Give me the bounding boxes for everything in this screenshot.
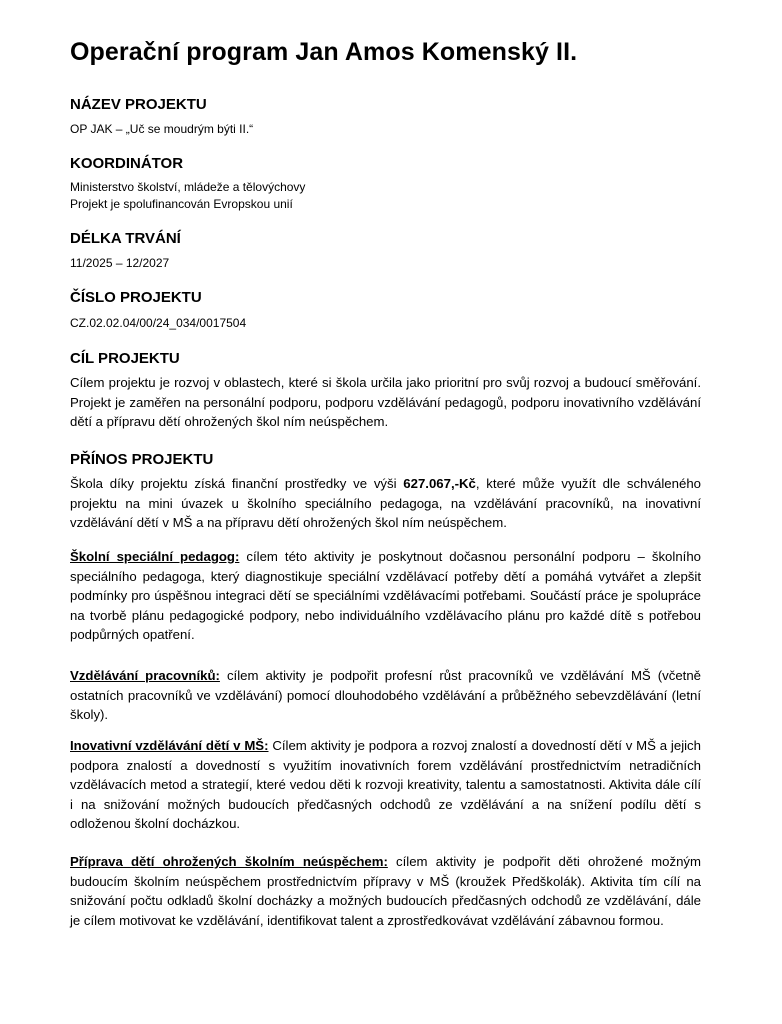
prinos-projektu-paragraph bbox=[70, 474, 701, 533]
heading-nazev-projektu: NÁZEV PROJEKTU bbox=[70, 96, 207, 113]
cil-projektu-text: Cílem projektu je rozvoj v oblastech, které si škola určila jako prioritní pro svůj rozvoj a budoucí směřování. Projekt je zaměřen na personální podporu, podporu vzdělávání pedagogů, podporu inovativního vzdělávání dětí a přípravu dětí ohrožených škol ním neúspěchem. bbox=[70, 375, 701, 430]
heading-cislo-projektu: ČÍSLO PROJEKTU bbox=[70, 289, 202, 306]
prinos-text-after: , které může využít dle schváleného projektu na mini úvazek u školního speciálního pedagoga, na vzdělávání pracovníků, na inovativní vzdělávání dětí v MŠ a na přípravu dětí ohrožených škol ním neúspěchem. bbox=[70, 476, 701, 531]
heading-prinos-projektu: PŘÍNOS PROJEKTU bbox=[70, 451, 214, 468]
activity-skolni-specialni-pedagog bbox=[70, 547, 701, 645]
activity-lead: Inovativní vzdělávání dětí v MŠ: bbox=[70, 738, 269, 753]
koordinator-line-2: Projekt je spolufinancován Evropskou unií bbox=[70, 197, 293, 211]
activity-inovativni-vzdelavani bbox=[70, 736, 701, 834]
heading-delka-trvani: DÉLKA TRVÁNÍ bbox=[70, 230, 181, 247]
activity-lead: Školní speciální pedagog: bbox=[70, 549, 240, 564]
activity-text: cílem této aktivity je poskytnout dočasnou personální podporu – školního speciálního pedagoga, který diagnostikuje speciální vzdělávací potřeby dětí a pomáhá vytvářet a zlepšit podmínky pro úspěšnou integraci dětí se speciálními vzdělávacími potřebami. Součástí práce je spolupráce na tvorbě plánu pedagogické podpory, nebo individuálního vzdělávacího plánu pro každé dítě s potřebou podpůrných opatření. bbox=[70, 549, 701, 643]
heading-cil-projektu: CÍL PROJEKTU bbox=[70, 350, 180, 367]
prinos-text-before: Škola díky projektu získá finanční prostředky ve výši bbox=[70, 476, 404, 491]
activity-vzdelavani-pracovniku bbox=[70, 666, 701, 725]
nazev-projektu-text: OP JAK – „Uč se moudrým býti II.“ bbox=[70, 122, 254, 136]
activity-text: cílem aktivity je podpořit děti ohrožené možným budoucím školním neúspěchem prostřednictvím přípravy v MŠ (kroužek Předškolák). Aktivita tím cílí na snižování počtu odkladů školní docházky a možných budoucích předčasných odchodů ze vzdělávání, dále je cílem motivovat ke vzdělávání, identifikovat talent a zprostředkovávat vzdělávání zábavnou formou. bbox=[70, 854, 701, 928]
activity-lead: Vzdělávání pracovníků: bbox=[70, 668, 220, 683]
prinos-amount: 627.067,-Kč bbox=[403, 476, 476, 491]
activity-priprava-deti bbox=[70, 852, 701, 930]
activity-text: cílem aktivity je podpořit profesní růst pracovníků ve vzdělávání MŠ (včetně ostatních pracovníků ve vzdělávání) pomocí dlouhodobého vzdělávání a průběžného sebevzdělávání (letní školy). bbox=[70, 668, 701, 723]
page-title: Operační program Jan Amos Komenský II. bbox=[70, 38, 578, 66]
activity-lead: Příprava dětí ohrožených školním neúspěchem: bbox=[70, 854, 388, 869]
koordinator-line-1: Ministerstvo školství, mládeže a tělovýchovy bbox=[70, 180, 306, 194]
cislo-projektu-text: CZ.02.02.04/00/24_034/0017504 bbox=[70, 316, 247, 330]
heading-koordinator: KOORDINÁTOR bbox=[70, 155, 184, 172]
delka-trvani-text: 11/2025 – 12/2027 bbox=[70, 256, 170, 270]
activity-text: Cílem aktivity je podpora a rozvoj znalostí a dovedností dětí v MŠ a jejich podpora znalostí a dovedností s využitím inovativních forem vzdělávání prostřednictvím netradičních vzdělávacích metod a strategií, které vedou děti k rozvoji kreativity, talentu a samostatnosti. Aktivita dále cílí i na snižování možných budoucích předčasných odchodů ze vzdělávání a na snížení podílu dětí s odloženou školní docházkou. bbox=[70, 738, 701, 832]
